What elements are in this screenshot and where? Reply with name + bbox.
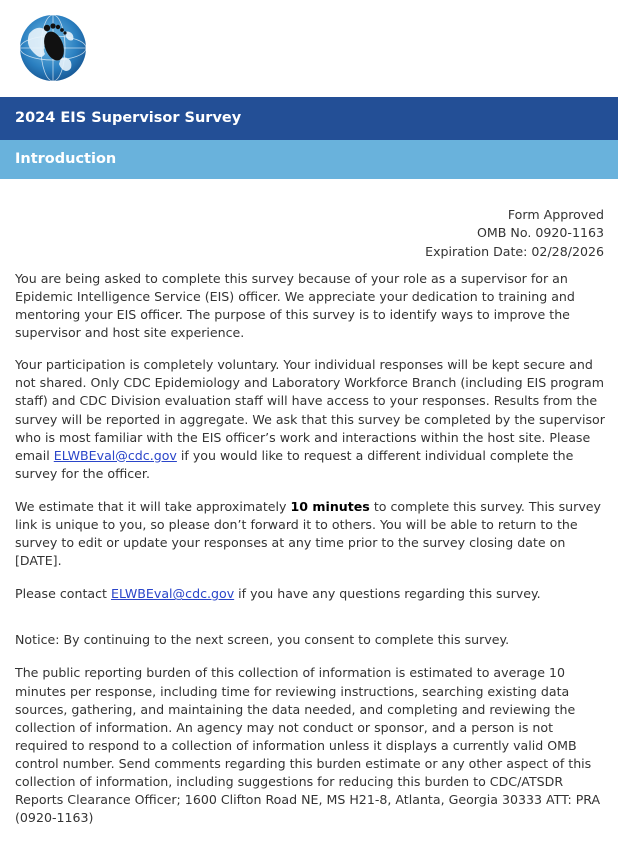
paragraph-text: to complete this survey. This survey link is unique to you, so please don’t forward it to others. You will be able to return to the survey to edit or update your responses at any time prior to the survey closing date on [DATE]. xyxy=(15,498,601,569)
omb-number: OMB No. 0920-1163 xyxy=(477,225,604,241)
time-estimate: 10 minutes xyxy=(290,498,370,514)
section-header-bar xyxy=(0,140,618,179)
omb-expiration: Expiration Date: 02/28/2026 xyxy=(425,243,604,259)
paragraph-text: if you have any questions regarding this survey. xyxy=(234,586,541,602)
paragraph-text: Your participation is completely voluntary. Your individual responses will be kept secure and not shared. Only CDC Epidemiology and Laboratory Workforce Branch (including EIS program staff) and CDC Division evaluation staff will have access to your responses. Results from the survey will be reported in aggregate. We ask that this survey be completed by the supervisor who is most familiar with the EIS officer’s work and interactions within the host site. Please email xyxy=(15,357,605,463)
survey-title: 2024 EIS Supervisor Survey xyxy=(15,110,242,126)
globe-with-footprint-icon xyxy=(17,12,89,84)
contact-email-link[interactable]: ELWBEval@cdc.gov xyxy=(111,586,235,602)
paragraph-text: We estimate that it will take approximately xyxy=(15,498,291,514)
intro-paragraph-2 xyxy=(15,356,607,483)
logo xyxy=(17,12,89,84)
burden-statement: The public reporting burden of this collection of information is estimated to average 10 minutes per response, including time for reviewing instructions, searching existing data sources, gathering, and maintaining the data needed, and completing and reviewing the collection of information. An agency may not conduct or sponsor, and a person is not required to respond to a collection of information unless it displays a currently valid OMB control number. Send comments regarding this burden estimate or any other aspect of this collection of information, including suggestions for reducing this burden to CDC/ATSDR Reports Clearance Officer; 1600 Clifton Road NE, MS H21-8, Atlanta, Georgia 30333 ATT: PRA (0920-1163) xyxy=(15,665,601,826)
consent-notice: Notice: By continuing to the next screen, you consent to complete this survey. xyxy=(15,632,510,648)
omb-approved: Form Approved xyxy=(507,207,604,222)
omb-block xyxy=(15,206,604,261)
intro-paragraph-3 xyxy=(15,498,607,570)
intro-paragraph-4 xyxy=(15,585,607,603)
survey-title-bar xyxy=(0,97,618,140)
paragraph-text: if you would like to request a different individual complete the survey for the officer. xyxy=(15,447,574,481)
paragraph-text: Please contact xyxy=(15,586,112,602)
intro-paragraph-1: You are being asked to complete this survey because of your role as a supervisor for an Epidemic Intelligence Service (EIS) officer. We appreciate your dedication to training and mentoring your EIS officer. The purpose of this survey is to identify ways to improve the supervisor and host site experience. xyxy=(15,270,575,341)
email-link[interactable]: ELWBEval@cdc.gov xyxy=(53,447,177,463)
survey-content xyxy=(15,206,607,827)
section-title: Introduction xyxy=(15,151,117,167)
